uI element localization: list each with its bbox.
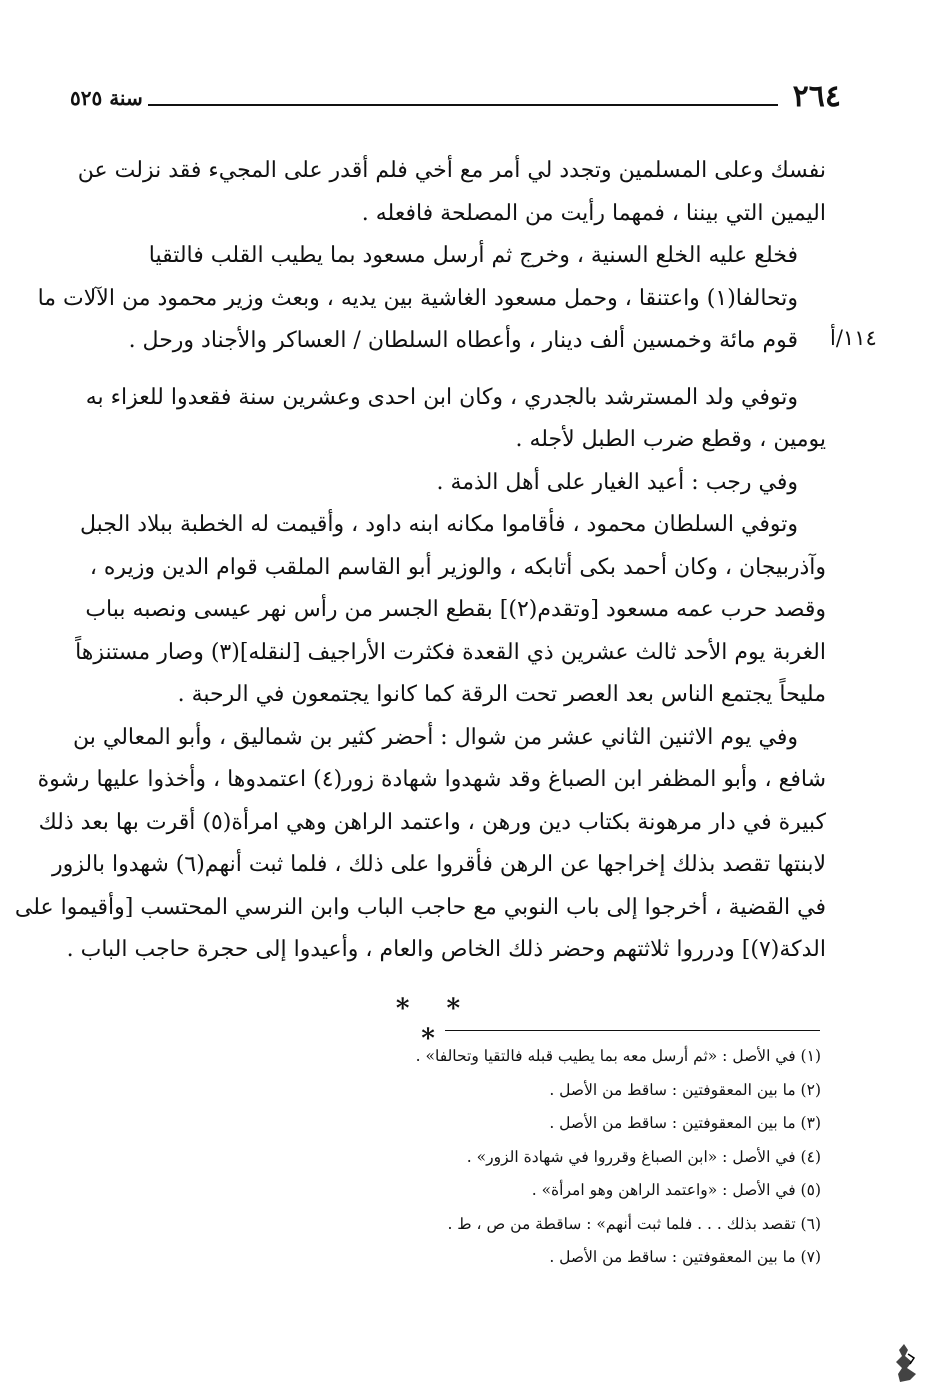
footnote: (١) في الأصل : «ثم أرسل معه بما يطيب قبله فالتقيا وتحالفا» . xyxy=(415,1047,821,1065)
text-line: الغربة يوم الأحد ثالث عشرين ذي القعدة فكثرت الأراجيف [لنقله](٣) وصار مستنزهاً xyxy=(75,639,826,665)
main-text xyxy=(14,150,826,972)
text-line: قوم مائة وخمسين ألف دينار ، وأعطاه السلطان / العساكر والأجناد ورحل . xyxy=(128,328,798,353)
text-line: وتوفي السلطان محمود ، فأقاموا مكانه ابنه داود ، وأقيمت له الخطبة ببلاد الجبل xyxy=(79,512,798,537)
text-line: مليحاً يجتمع الناس بعد العصر تحت الرقة كما كانوا يجتمعون في الرحبة . xyxy=(177,682,826,707)
text-line: يومين ، وقطع ضرب الطبل لأجله . xyxy=(515,427,826,452)
paragraph xyxy=(81,462,826,505)
paragraph xyxy=(81,377,826,462)
text-line: وآذربيجان ، وكان أحمد بكى أتابكه ، والوزير أبو القاسم الملقب قوام الدين وزيره ، xyxy=(89,554,826,580)
footnote: (٥) في الأصل : «واعتمد الراهن وهو امرأة» . xyxy=(531,1181,821,1199)
text-line: وتوفي ولد المسترشد بالجدري ، وكان ابن احدى وعشرين سنة فقعدوا للعزاء به xyxy=(85,384,798,410)
running-header-year: سنة ٥٢٥ xyxy=(70,86,143,110)
section-separator: * * * xyxy=(395,994,475,1054)
text-line: في القضية ، أخرجوا إلى باب النوبي مع حاجب الباب وابن النرسي المحتسب [وأقيموا على xyxy=(14,894,826,920)
footnote: (٤) في الأصل : «ابن الصباغ وقرروا في شهادة الزور» . xyxy=(466,1147,821,1166)
text-line: وقصد حرب عمه مسعود [وتقدم(٢)] بقطع الجسر من رأس نهر عيسى ونصبه بباب xyxy=(85,597,826,622)
text-line: لابنتها تقصد بذلك إخراجها عن الرهن فأقروا على ذلك ، فلما ثبت أنهم(٦) شهدوا بالزور xyxy=(52,852,826,877)
paragraph xyxy=(75,504,826,717)
footnotes xyxy=(121,1040,821,1275)
text-line: كبيرة في دار مرهونة بكتاب دين ورهن ، واعتمد الراهن وهي امرأة(٥) أقرت بها بعد ذلك xyxy=(38,809,826,835)
footnote: (٦) تقصد بذلك . . . فلما ثبت أنهم» : ساقطة من ص ، ط . xyxy=(447,1214,821,1233)
text-line: وتحالفا(١) واعتنقا ، وحمل مسعود الغاشية بين يديه ، وبعث وزير محمود من الآلات ما xyxy=(37,285,798,311)
text-line: شافع ، وأبو المظفر ابن الصباغ وقد شهدوا شهادة زور(٤) اعتمدوها ، وأخذوا عليها رشوة xyxy=(37,767,826,792)
text-line: الدكة(٧)] ودرروا ثلاثتهم وحضر ذلك الخاص والعام ، وأعيدوا إلى حجرة حاجب الباب . xyxy=(66,937,826,962)
text-line: فخلع عليه الخلع السنية ، وخرج ثم أرسل مسعود بما يطيب القلب فالتقيا xyxy=(148,243,798,268)
text-line: وفي يوم الاثنين الثاني عشر من شوال : أحضر كثير بن شماليق ، وأبو المعالي بن xyxy=(73,724,798,750)
footnote: (٧) ما بين المعقوفتين : ساقط من الأصل . xyxy=(549,1248,821,1266)
page-number: ٢٦٤ xyxy=(792,79,841,114)
paragraph xyxy=(37,235,826,363)
margin-folio-marker: ١١٤/أ xyxy=(830,326,877,350)
paragraph xyxy=(77,150,826,235)
footnote: (٢) ما بين المعقوفتين : ساقط من الأصل . xyxy=(549,1080,821,1099)
text-line: وفي رجب : أعيد الغيار على أهل الذمة . xyxy=(436,469,798,495)
text-line: نفسك وعلى المسلمين وتجدد لي أمر مع أخي فلم أقدر على المجيء فقد نزلت عن xyxy=(77,158,826,183)
footnote-rule xyxy=(445,1030,820,1031)
scan-corner-mark xyxy=(890,1340,924,1384)
header-rule xyxy=(148,104,778,106)
text-line: اليمين التي بيننا ، فمهما رأيت من المصلحة فافعله . xyxy=(361,200,826,226)
paragraph xyxy=(14,717,826,972)
footnote: (٣) ما بين المعقوفتين : ساقط من الأصل . xyxy=(549,1114,821,1132)
